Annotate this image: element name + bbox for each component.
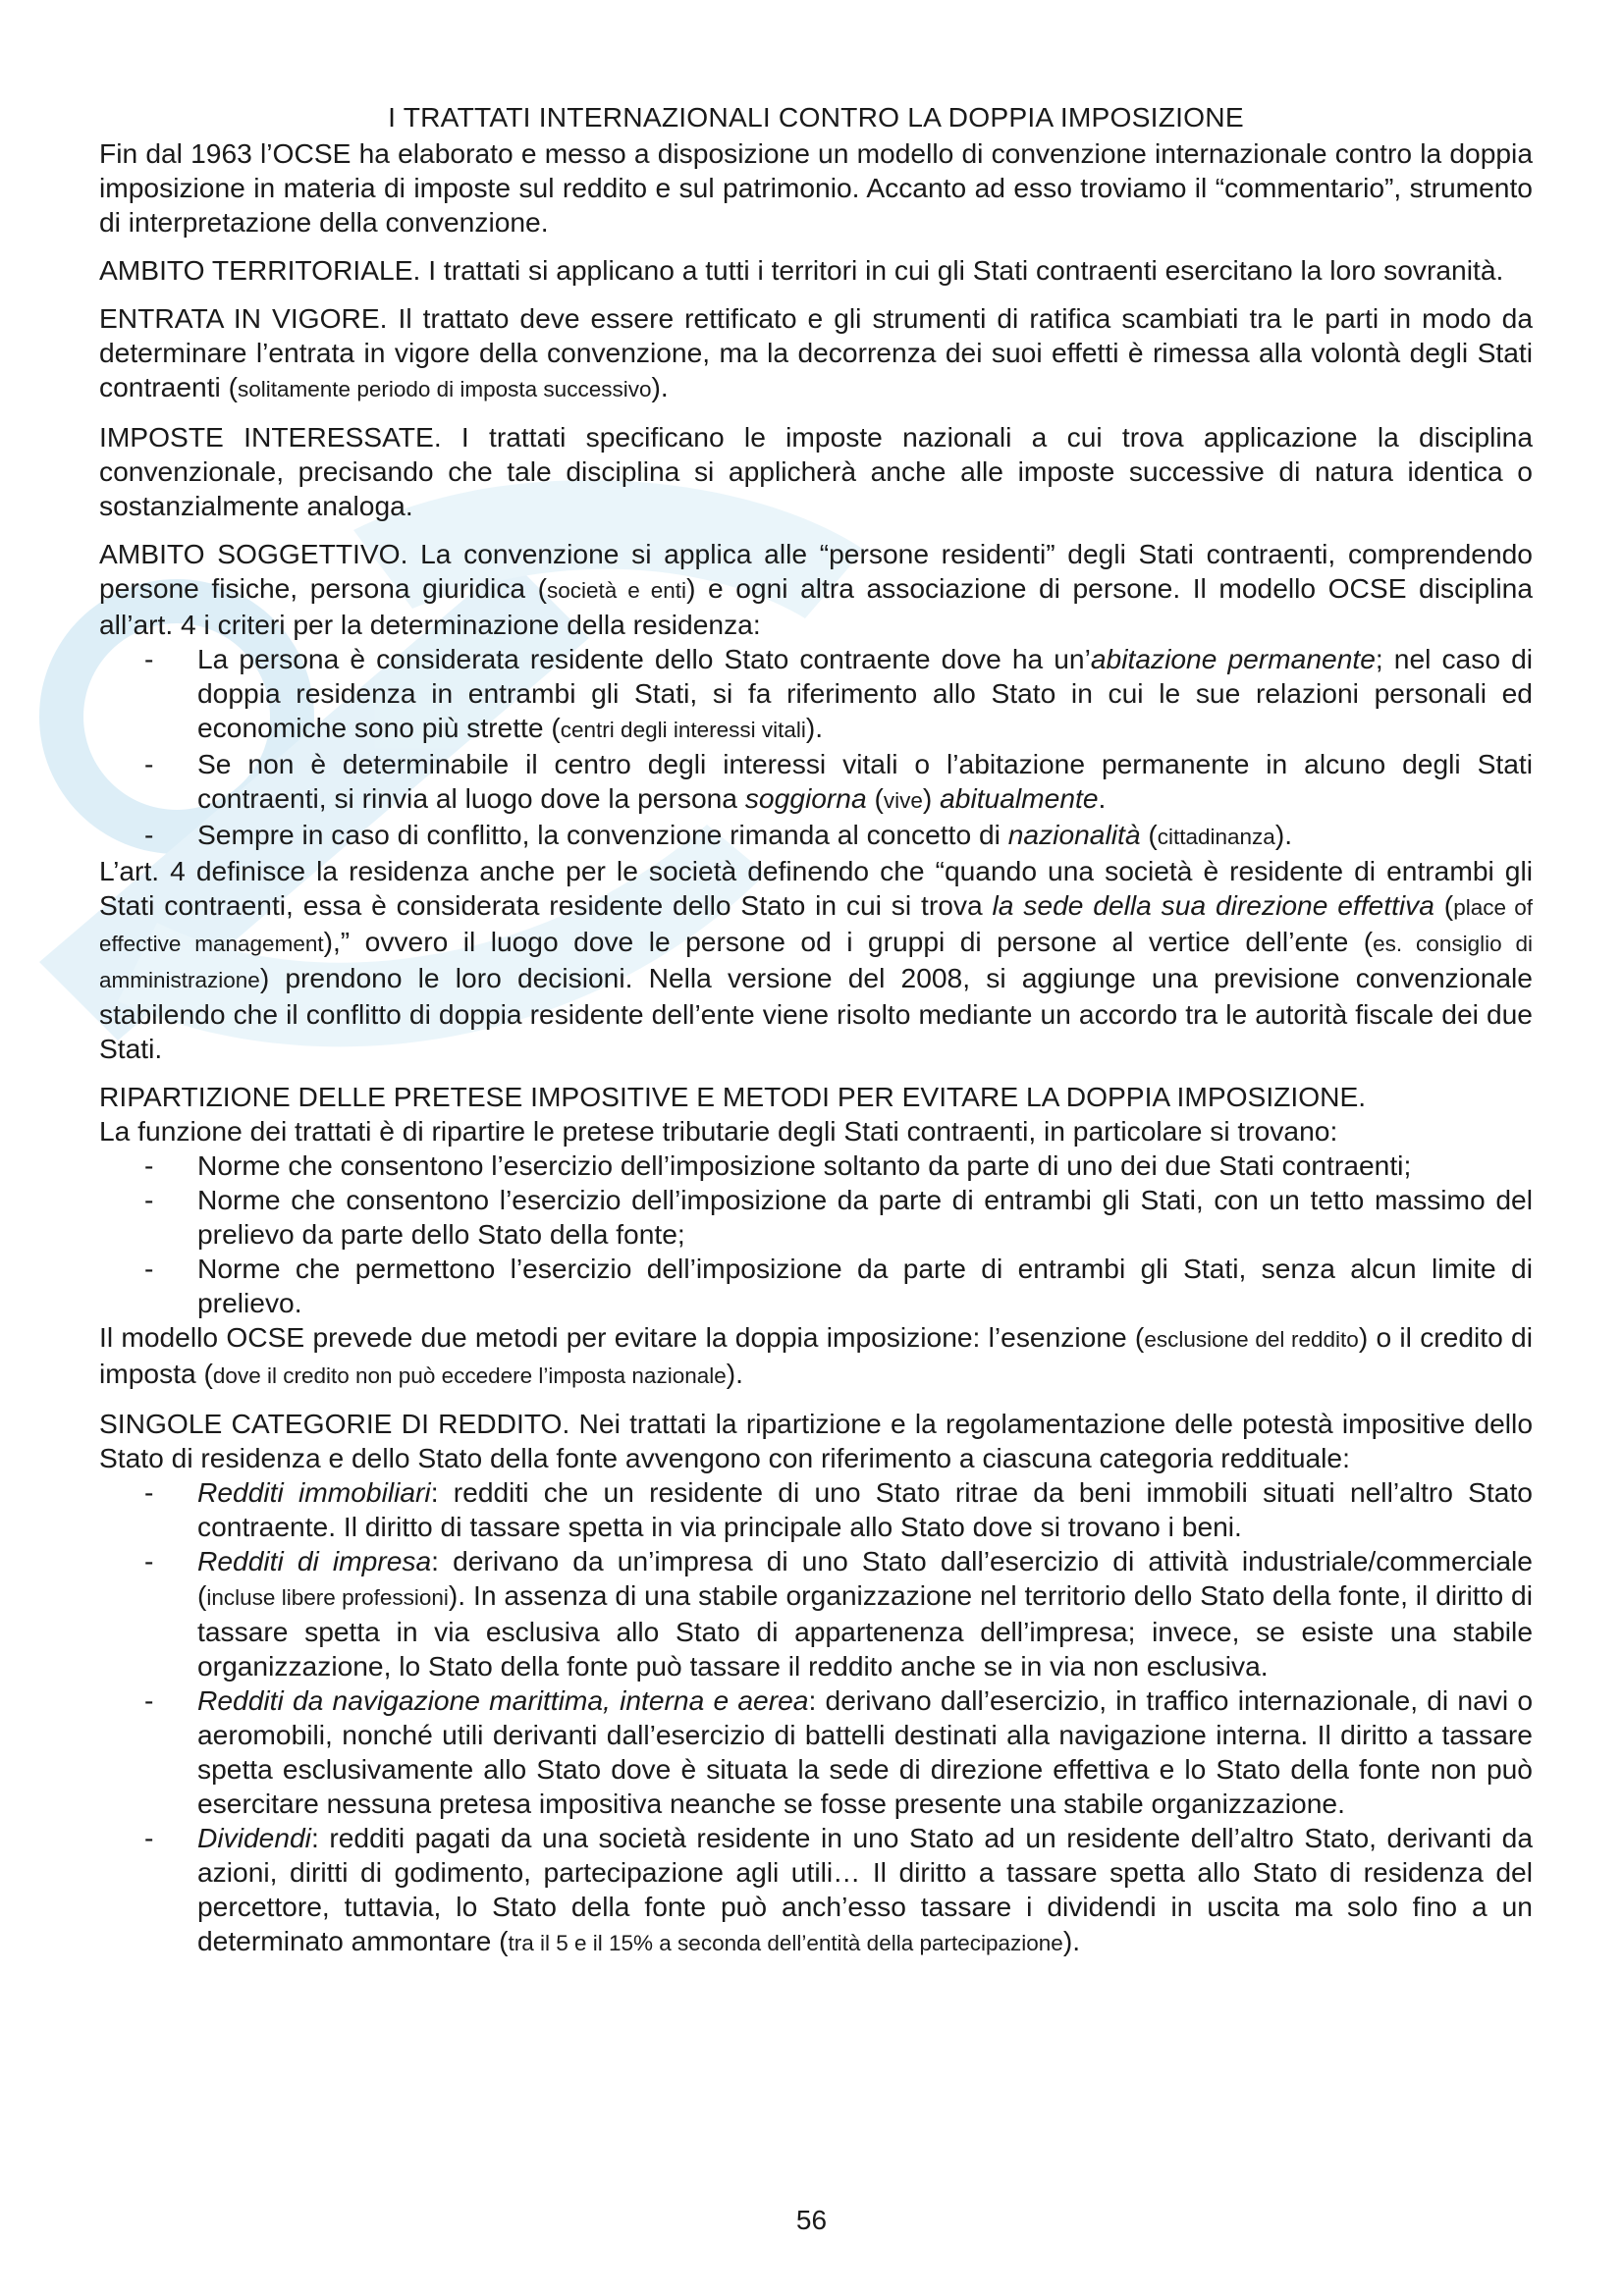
- bullet-dash: -: [144, 1822, 154, 1853]
- list-item: - Redditi da navigazione marittima, interna e aerea: derivano dall’esercizio, in traffico internazionale, di navi o aeromobili, nonché utili derivanti dall’esercizio di battelli destinati alla navigazione interna. Il diritto a tassare spetta esclusivamente allo Stato dove è situata la sede di direzione effettiva e lo Stato della fonte non può esercitare nessuna pretesa impositiva neanche se fosse presente una stabile organizzazione.: [144, 1684, 1533, 1819]
- list-item: - La persona è considerata residente dello Stato contraente dove ha un’abitazione permanente; nel caso di doppia residenza in entrambi gli Stati, si fa riferimento allo Stato in cui le sue relazioni personali ed economiche sono più strette (centri degli interessi vitali).: [144, 643, 1534, 743]
- list-item: - Redditi di impresa: derivano da un’impresa di uno Stato dall’esercizio di attività industriale/commerciale (incluse libere professioni). In assenza di una stabile organizzazione nel territorio dello Stato della fonte, il diritto di tassare spetta in via esclusiva allo Stato di appartenenza dell’impresa; invece, se esiste una stabile organizzazione, lo Stato della fonte può tassare il reddito anche se in via non esclusiva.: [144, 1545, 1533, 1682]
- imposte-interessate-paragraph: IMPOSTE INTERESSATE. I trattati specificano le imposte nazionali a cui trova applicazione la disciplina convenzionale, precisando che tale disciplina si applicherà anche alle imposte successive di natura identica o sostanzialmente analoga.: [99, 421, 1533, 521]
- ambito-territoriale-paragraph: AMBITO TERRITORIALE. I trattati si applicano a tutti i territori in cui gli Stati contraenti esercitano la loro sovranità.: [99, 254, 1504, 286]
- bullet-dash: -: [144, 1184, 154, 1215]
- singole-categorie-paragraph: SINGOLE CATEGORIE DI REDDITO. Nei trattati la ripartizione e la regolamentazione delle potestà impositive dello Stato di residenza e dello Stato della fonte avvengono con riferimento a ciascuna categoria reddituale:: [99, 1408, 1533, 1473]
- bullet-dash: -: [144, 1476, 154, 1508]
- list-item: - Norme che consentono l’esercizio dell’imposizione da parte di entrambi gli Stati, con un tetto massimo del prelievo da parte dello Stato della fonte;: [144, 1184, 1533, 1250]
- list-item: - Norme che consentono l’esercizio dell’imposizione soltanto da parte di uno dei due Stati contraenti;: [144, 1149, 1412, 1181]
- list-item: - Redditi immobiliari: redditi che un residente di uno Stato ritrae da beni immobili situati nell’altro Stato contraente. Il diritto di tassare spetta in via principale allo Stato dove si trovano i beni.: [144, 1476, 1533, 1542]
- ripartizione-heading: RIPARTIZIONE DELLE PRETESE IMPOSITIVE E METODI PER EVITARE LA DOPPIA IMPOSIZIONE.: [99, 1081, 1367, 1112]
- residence-criteria-list: [99, 642, 1533, 854]
- metodi-paragraph: Il modello OCSE prevede due metodi per evitare la doppia imposizione: l’esenzione (esclusione del reddito) o il credito di imposta (dove il credito non può eccedere l’imposta nazionale).: [99, 1321, 1533, 1389]
- parenthetical-note: solitamente periodo di imposta successivo: [238, 377, 652, 401]
- bullet-dash: -: [144, 1149, 154, 1181]
- art4-paragraph: L’art. 4 definisce la residenza anche per le società definendo che “quando una società è residente di entrambi gli Stati contraenti, essa è considerata residente dello Stato in cui si trova la sede della sua direzione effettiva (place of effective management),” ovvero il luogo dove le persone od i gruppi di persone al vertice dell’ente (es. consiglio di amministrazione) prendono le loro decisioni. Nella versione del 2008, si aggiunge una previsione convenzionale stabilendo che il conflitto di doppia residente dell’ente viene risolto mediante un accordo tra le autorità fiscale dei due Stati.: [99, 855, 1534, 1064]
- page-title: I TRATTATI INTERNAZIONALI CONTRO LA DOPPIA IMPOSIZIONE: [388, 101, 1244, 133]
- intro-paragraph: Fin dal 1963 l’OCSE ha elaborato e messo a disposizione un modello di convenzione internazionale contro la doppia imposizione in materia di imposte sul reddito e sul patrimonio. Accanto ad esso troviamo il “commentario”, strumento di interpretazione della convenzione.: [99, 137, 1533, 238]
- bullet-dash: -: [144, 1684, 154, 1716]
- list-item: - Sempre in caso di conflitto, la convenzione rimanda al concetto di nazionalità (cittadinanza).: [144, 819, 1293, 850]
- bullet-dash: -: [144, 643, 154, 674]
- bullet-dash: -: [144, 748, 154, 779]
- bullet-dash: -: [144, 1545, 154, 1576]
- categorie-list: [99, 1475, 1533, 1960]
- ambito-soggettivo-paragraph: AMBITO SOGGETTIVO. La convenzione si applica alle “persone residenti” degli Stati contraenti, comprendendo persone fisiche, persona giuridica (società e enti) e ogni altra associazione di persone. Il modello OCSE disciplina all’art. 4 i criteri per la determinazione della residenza:: [99, 538, 1533, 640]
- list-item: - Dividendi: redditi pagati da una società residente in uno Stato ad un residente dell’altro Stato, derivanti da azioni, diritti di godimento, partecipazione agli utili… Il diritto a tassare spetta allo Stato di residenza del percettore, tuttavia, lo Stato della fonte può anch’esso tassare i dividendi in uscita ma solo fino a un determinato ammontare (tra il 5 e il 15% a seconda dell’entità della partecipazione).: [144, 1822, 1533, 1956]
- list-item: - Norme che permettono l’esercizio dell’imposizione da parte di entrambi gli Stati, senza alcun limite di prelievo.: [144, 1253, 1533, 1318]
- ripartizione-intro: La funzione dei trattati è di ripartire le pretese tributarie degli Stati contraenti, in particolare si trovano:: [99, 1115, 1338, 1147]
- parenthetical-note: società e enti: [547, 578, 687, 603]
- page-number: 56: [795, 2205, 828, 2235]
- document-page: [99, 100, 1533, 1960]
- bullet-dash: -: [144, 819, 154, 850]
- bullet-dash: -: [144, 1253, 154, 1284]
- entrata-in-vigore-paragraph: ENTRATA IN VIGORE. Il trattato deve essere rettificato e gli strumenti di ratifica scambiati tra le parti in modo da determinare l’entrata in vigore della convenzione, ma la decorrenza dei suoi effetti è rimessa alla volontà degli Stati contraenti (solitamente periodo di imposta successivo).: [99, 302, 1533, 402]
- list-item: - Se non è determinabile il centro degli interessi vitali o l’abitazione permanente in alcuno degli Stati contraenti, si rinvia al luogo dove la persona soggiorna (vive) abitualmente.: [144, 748, 1533, 814]
- ripartizione-list: [99, 1148, 1533, 1320]
